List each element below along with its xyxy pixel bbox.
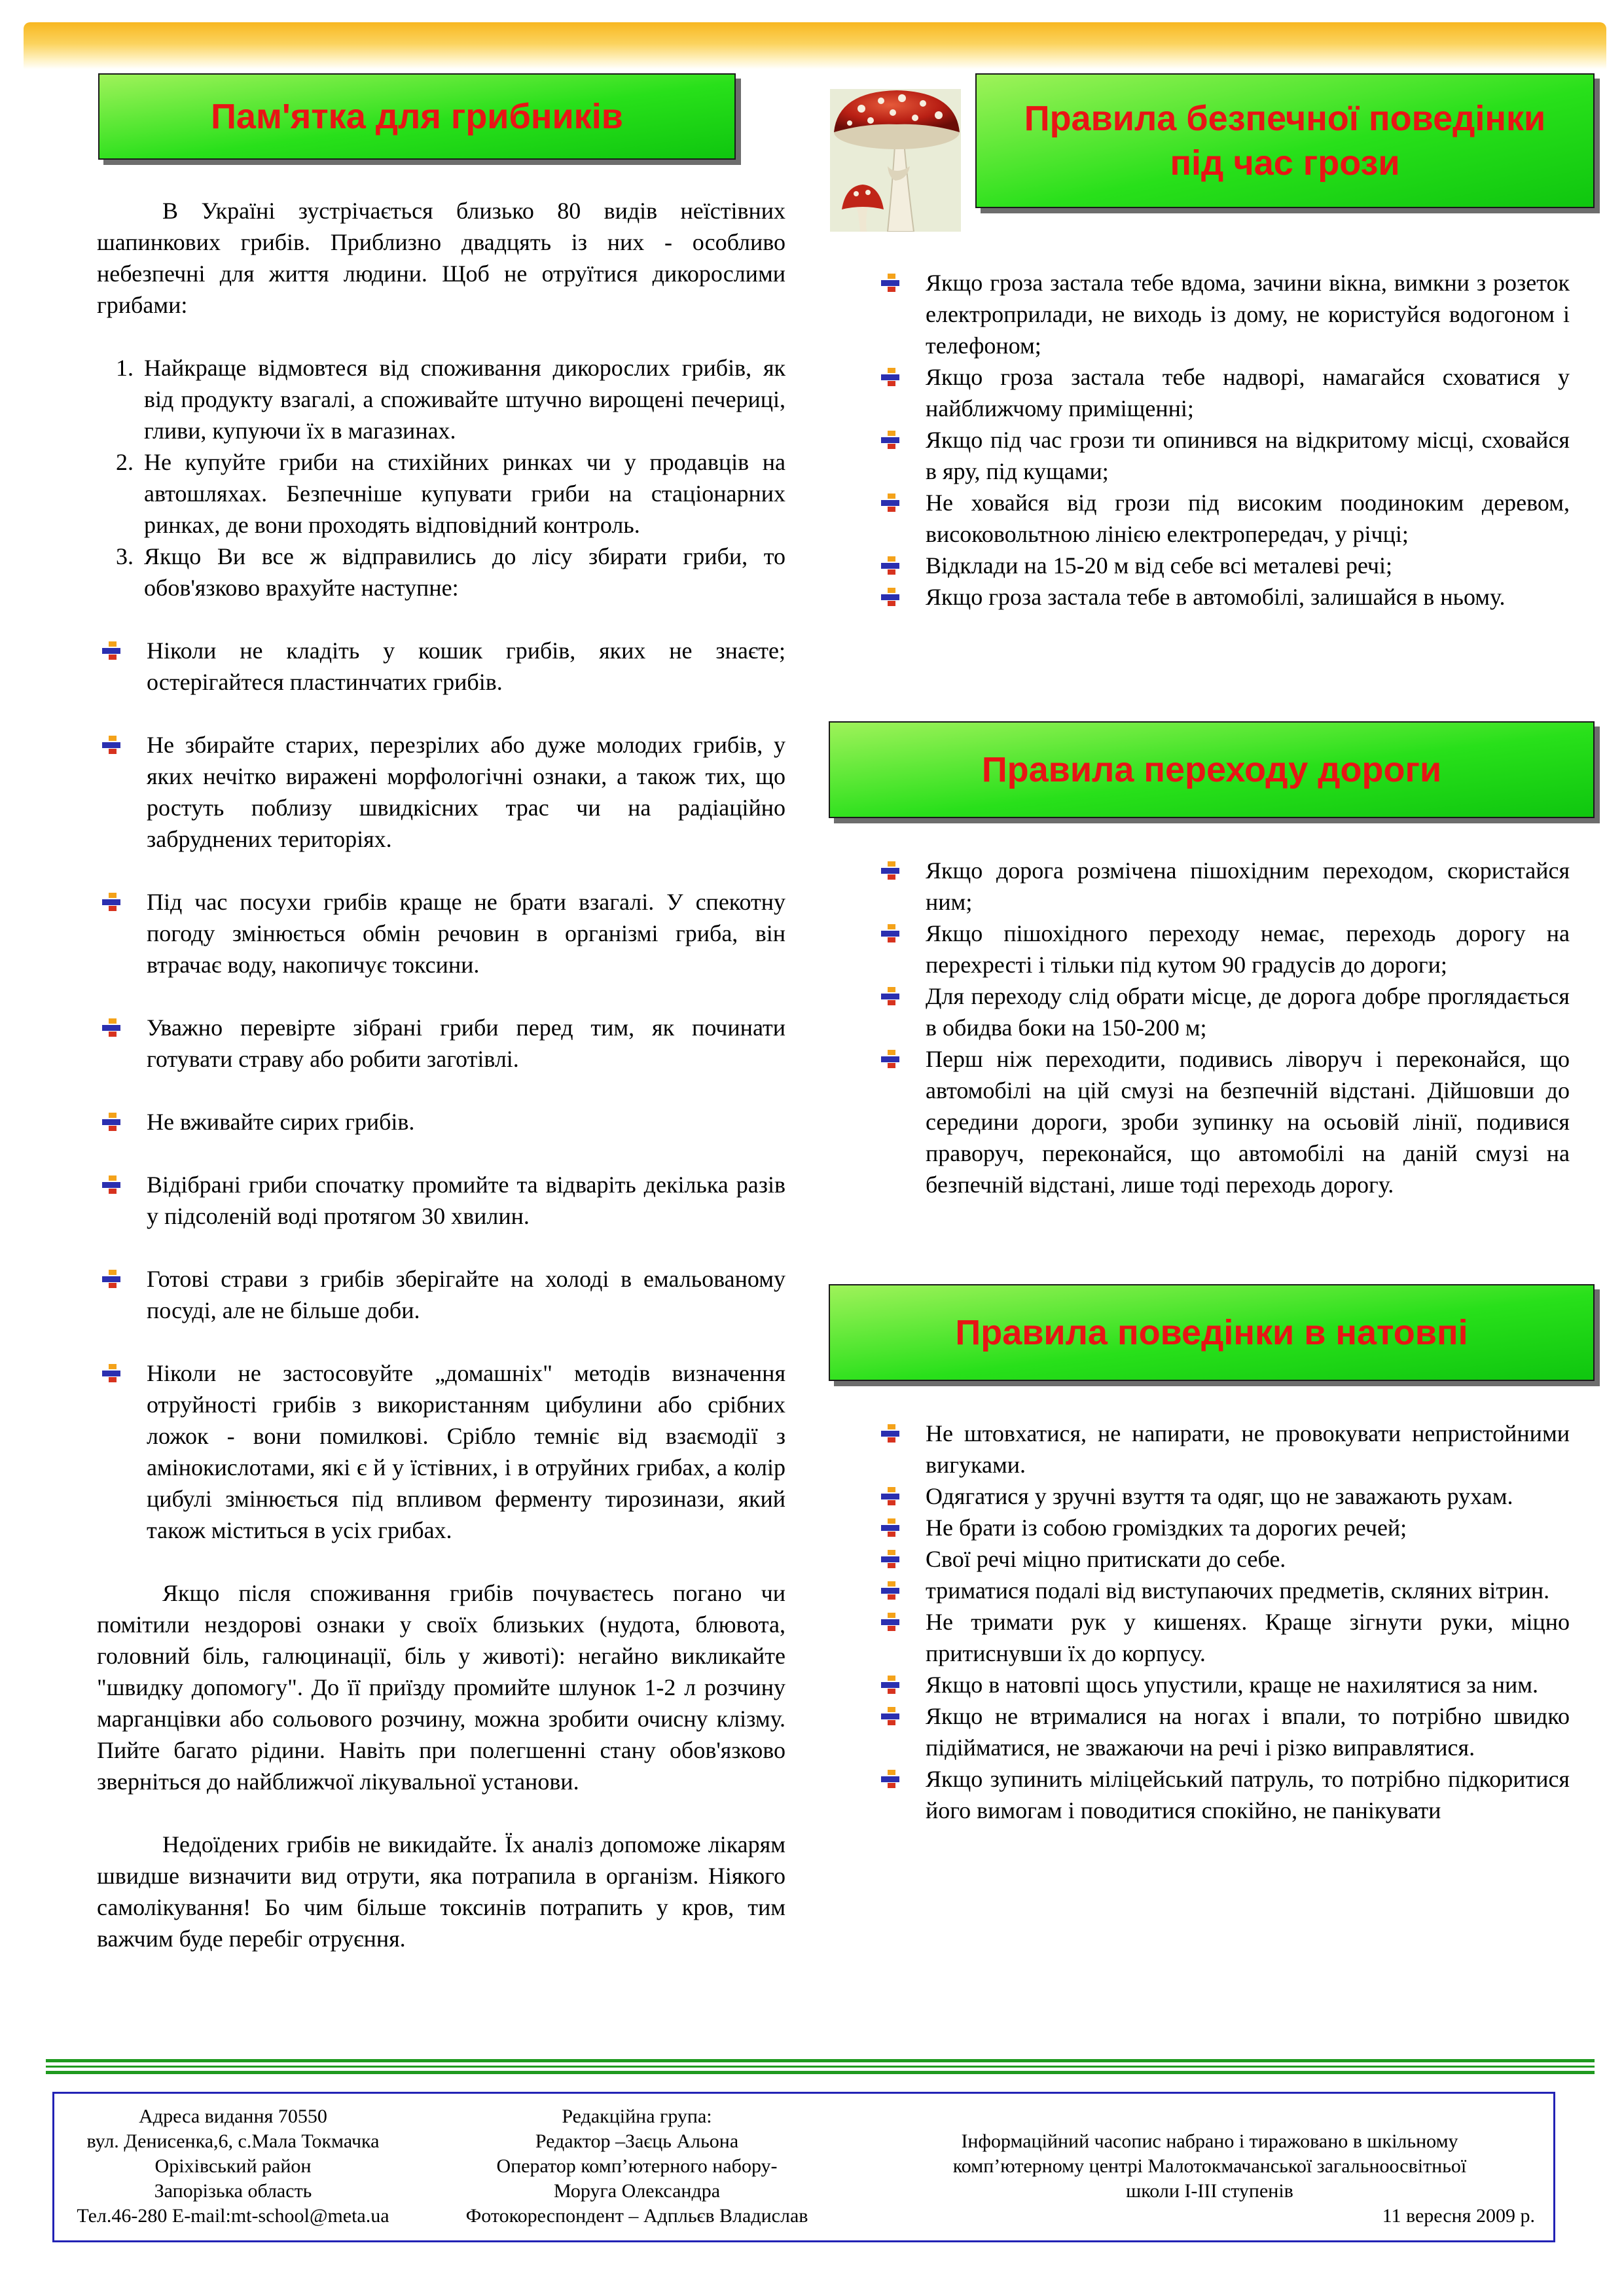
list-item: Якщо гроза застала тебе вдома, зачини вікна, вимкни з розеток електроприлади, не виходь із дому, не користуйся водогоном і телефоном;: [876, 267, 1570, 361]
stacked-bars-bullet-icon: [881, 588, 901, 606]
stacked-bars-bullet-icon: [881, 1487, 901, 1505]
stacked-bars-bullet-icon: [881, 556, 901, 575]
list-item: Якщо під час грози ти опинився на відкритому місці, сховайся в яру, під кущами;: [876, 424, 1570, 487]
header-mushroom-memo-title: Пам'ятка для грибників: [211, 97, 623, 136]
stacked-bars-bullet-icon: [102, 736, 122, 754]
footer-info: Інформаційний часопис набрано і тиражовано в шкільному комп’ютерному центрі Малотокмачанської загальноосвітньої школи І-ІІІ ступенів: [952, 2130, 1467, 2202]
list-item: Ніколи не застосовуйте „домашніх" методів визначення отруйності грибів з використанням цибулини або срібних ложок - вони помилкові. Срібло темніє від взаємодії з амінокислотами, які є й у їстівних, і в отруйних грибах, а колір цибулі змінюється під впливом ферменту тирозинази, який також міститься в усіх грибах.: [97, 1357, 785, 1546]
list-item: 2. Не купуйте гриби на стихійних ринках чи у продавців на автошляхах. Безпечніше купувати гриби на стаціонарних ринках, де вони проходять відповідний контроль.: [116, 449, 785, 538]
list-item: Якщо гроза застала тебе в автомобілі, залишайся в ньому.: [876, 581, 1570, 613]
list-item: Не тримати рук у кишенях. Краще зігнути руки, міцно притиснувши їх до корпусу.: [876, 1606, 1570, 1669]
left-column: [97, 195, 785, 1954]
list-item: Якщо гроза застала тебе надворі, намагайся сховатися у найближчому приміщенні;: [876, 361, 1570, 424]
list-item: Уважно перевірте зібрані гриби перед тим, як починати готувати страву або робити заготівлі.: [97, 1012, 785, 1075]
crowd-rules-list: [876, 1418, 1570, 1826]
list-item: Не брати із собою громіздких та дорогих речей;: [876, 1512, 1570, 1543]
stacked-bars-bullet-icon: [881, 1050, 901, 1068]
leftovers-paragraph: Недоїдених грибів не викидайте. Їх аналіз допоможе лікарям швидше визначити вид отрути, яка потрапила в організм. Ніякого самолікування! Бо чим більше токсинів потрапить у кров, тим важчим буде перебіг отруєння.: [97, 1831, 785, 1952]
list-item: Якщо не втрималися на ногах і впали, то потрібно швидко підійматися, не зважаючи на речі і різко виправлятися.: [876, 1700, 1570, 1763]
storm-rules-list: [876, 267, 1570, 613]
divider-line: [46, 2066, 1595, 2068]
stacked-bars-bullet-icon: [881, 987, 901, 1005]
first-aid-paragraph: Якщо після споживання грибів почуваєтесь погано чи помітили нездорові ознаки у своїх близьких (нудота, блювота, головний біль, галюцинації, біль у животі): негайно викликайте "швидку допомогу". До її приїзду промийте шлунок 1-2 л розчину марганцівки або сольового розчину, можна зробити очисну клізму. Пийте багато рідини. Навіть при полегшенні стану обов'язково зверніться до найближчої лікувальної установи.: [97, 1580, 785, 1795]
storm-section: [876, 267, 1570, 613]
stacked-bars-bullet-icon: [881, 493, 901, 512]
header-crowd-rules-title: Правила поведінки в натовпі: [955, 1313, 1468, 1352]
stacked-bars-bullet-icon: [102, 1175, 122, 1194]
stacked-bars-bullet-icon: [881, 1518, 901, 1537]
list-item: Якщо в натовпі щось упустили, краще не нахилятися за ним.: [876, 1669, 1570, 1700]
stacked-bars-bullet-icon: [881, 861, 901, 880]
list-item: 1. Найкраще відмовтеся від споживання дикорослих грибів, як від продукту взагалі, а споживайте штучно вирощені печериці, гливи, купуючи їх в магазинах.: [116, 355, 785, 444]
list-item: Якщо зупинить міліцейський патруль, то потрібно підкоритися його вимогам і поводитися спокійно, не панікувати: [876, 1763, 1570, 1826]
list-item: Відібрані гриби спочатку промийте та відваріть декілька разів у підсоленій воді протягом 30 хвилин.: [97, 1169, 785, 1232]
list-item: Відклади на 15-20 м від себе всі металеві речі;: [876, 550, 1570, 581]
list-item: Перш ніж переходити, подивись ліворуч і переконайся, що автомобілі на цій смузі на безпечній відстані. Дійшовши до середини дороги, зроби зупинку на осьовій лінії, подивися праворуч, переконайся, що автомобілі на даній смузі на безпечній відстані, лише тоді переходь дорогу.: [876, 1043, 1570, 1200]
list-item: Одягатися у зручні взуття та одяг, що не заважають рухам.: [876, 1480, 1570, 1512]
list-item: Готові страви з грибів зберігайте на холоді в емальованому посуді, але не більше доби.: [97, 1263, 785, 1326]
stacked-bars-bullet-icon: [881, 1424, 901, 1443]
stacked-bars-bullet-icon: [881, 1581, 901, 1600]
list-item: Свої речі міцно притискати до себе.: [876, 1543, 1570, 1575]
footer-editorial-team: Редакційна група: Редактор –Заєць Альона Оператор комп’ютерного набору- Моруга Олександра Фотокореспондент – Адпльєв Владислав: [465, 2106, 808, 2227]
divider-line: [46, 2071, 1595, 2074]
list-item: Не ховайся від грози під високим поодиноким деревом, високовольтною лінією електропередач, у річці;: [876, 487, 1570, 550]
road-section: [876, 855, 1570, 1200]
list-item: Не штовхатися, не напирати, не провокувати непристойними вигуками.: [876, 1418, 1570, 1480]
list-item: триматися подалі від виступаючих предметів, скляних вітрин.: [876, 1575, 1570, 1606]
header-crowd-rules: [829, 1284, 1595, 1381]
crowd-section: [876, 1418, 1570, 1826]
stacked-bars-bullet-icon: [881, 1676, 901, 1694]
fly-agaric-mushroom-icon: [830, 89, 961, 232]
stacked-bars-bullet-icon: [102, 641, 122, 660]
top-decorative-bar: [24, 22, 1606, 69]
stacked-bars-bullet-icon: [881, 274, 901, 292]
divider-line: [46, 2059, 1595, 2062]
stacked-bars-bullet-icon: [881, 924, 901, 942]
stacked-bars-bullet-icon: [881, 1550, 901, 1568]
list-item: Не вживайте сирих грибів.: [97, 1106, 785, 1138]
list-item: Під час посухи грибів краще не брати взагалі. У спекотну погоду змінюється обмін речовин в організмі гриба, він втрачає воду, накопичує токсини.: [97, 886, 785, 980]
stacked-bars-bullet-icon: [881, 1613, 901, 1631]
list-item: Якщо дорога розмічена пішохідним переходом, скористайся ним;: [876, 855, 1570, 918]
stacked-bars-bullet-icon: [102, 893, 122, 911]
stacked-bars-bullet-icon: [102, 1364, 122, 1382]
stacked-bars-bullet-icon: [881, 368, 901, 386]
header-mushroom-memo: [98, 73, 736, 160]
list-item: Якщо пішохідного переходу немає, переходь дорогу на перехресті і тільки під кутом 90 градусів до дороги;: [876, 918, 1570, 980]
intro-paragraph: В Україні зустрічається близько 80 видів неїстівних шапинкових грибів. Приблизно двадцять із них - особливо небезпечні для життя людини. Щоб не отруїтися дикорослими грибами:: [97, 198, 785, 318]
stacked-bars-bullet-icon: [102, 1018, 122, 1037]
footer-address: Адреса видання 70550 вул. Денисенка,6, с.Мала Токмачка Оріхівський район Запорізька область Тел.46-280 E-mail:mt-school@meta.ua: [77, 2106, 389, 2227]
list-item: Ніколи не кладіть у кошик грибів, яких не знаєте; остерігайтеся пластинчатих грибів.: [97, 635, 785, 698]
stacked-bars-bullet-icon: [881, 1707, 901, 1725]
stacked-bars-bullet-icon: [881, 1770, 901, 1788]
stacked-bars-bullet-icon: [102, 1113, 122, 1131]
stacked-bars-bullet-icon: [102, 1270, 122, 1288]
road-rules-list: [876, 855, 1570, 1200]
numbered-list: [97, 352, 785, 603]
footer-box: [52, 2092, 1555, 2242]
header-storm-rules: [975, 73, 1595, 208]
header-road-rules: [829, 721, 1595, 818]
stacked-bars-bullet-icon: [881, 431, 901, 449]
footer-date: 11 вересня 2009 р.: [1382, 2205, 1535, 2227]
list-item: Для переходу слід обрати місце, де дорога добре проглядається в обидва боки на 150-200 м;: [876, 980, 1570, 1043]
mushroom-bullet-list: [97, 635, 785, 1546]
header-road-rules-title: Правила переходу дороги: [981, 750, 1442, 789]
list-item: 3. Якщо Ви все ж відправились до лісу збирати гриби, то обов'язково врахуйте наступне:: [116, 543, 785, 601]
header-storm-rules-title: Правила безпечної поведінки під час грози: [1024, 99, 1546, 183]
list-item: Не збирайте старих, перезрілих або дуже молодих грибів, у яких нечітко виражені морфологічні ознаки, а також тих, що ростуть поблизу швидкісних трас чи на радіаційно забруднених територіях.: [97, 729, 785, 855]
